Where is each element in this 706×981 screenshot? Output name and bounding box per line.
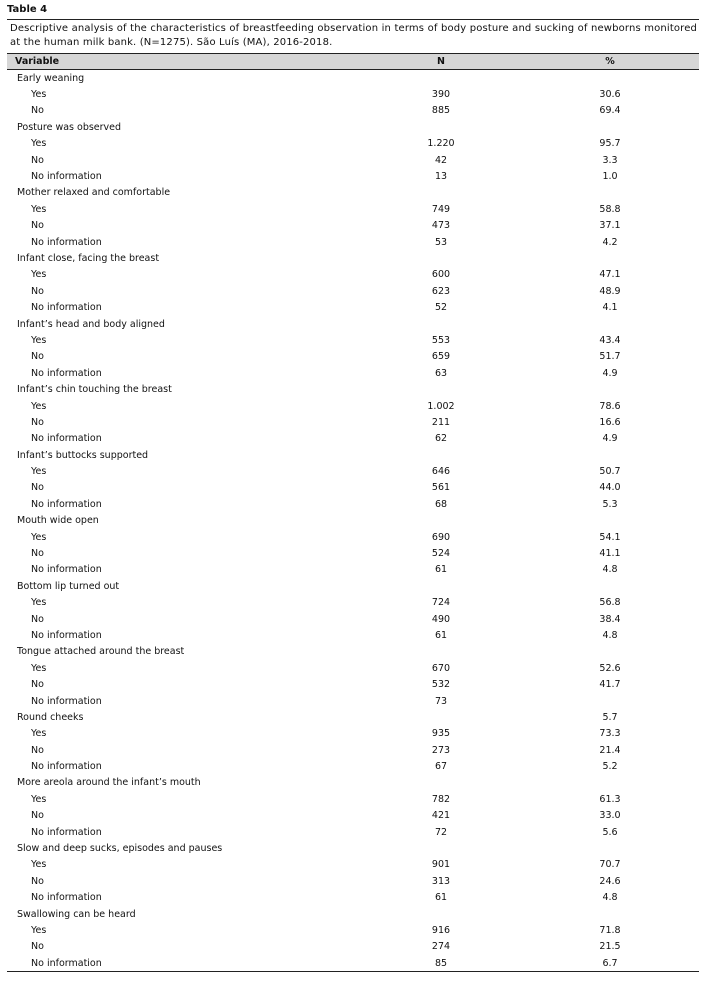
row-label: No information [31,302,102,314]
row-label: No [31,416,44,428]
table-row [7,529,699,545]
row-label: Yes [31,203,47,215]
table-row [7,873,699,889]
row-n: 62 [434,433,448,445]
group-percent-cell [521,775,699,791]
row-n: 67 [434,761,448,773]
group-percent-cell [521,119,699,135]
row-label: No information [31,171,102,183]
row-n: 532 [431,679,451,691]
group-label: Infant’s chin touching the breast [17,384,172,396]
row-percent: 30.6 [599,89,621,101]
header-percent: % [521,54,699,70]
row-percent: 3.3 [602,154,618,166]
group-row [7,381,699,397]
table-row [7,414,699,430]
row-n: 749 [431,203,451,215]
row-percent: 4.8 [602,892,618,904]
group-row [7,840,699,856]
table-row [7,480,699,496]
group-percent-cell [521,906,699,922]
table-row [7,562,699,578]
row-n: 916 [431,925,451,936]
group-n-cell [361,644,521,660]
row-n: 421 [431,810,451,822]
row-percent: 44.0 [599,482,621,494]
row-label: No information [31,629,102,641]
table-row [7,283,699,299]
header-row [7,54,699,70]
row-percent: 1.0 [602,171,618,183]
row-label: Yes [31,793,47,805]
row-n: 42 [434,154,448,166]
group-n-cell [361,250,521,266]
row-percent: 4.8 [602,629,618,641]
row-percent: 4.2 [602,236,618,248]
group-row [7,119,699,135]
group-n-cell [361,447,521,463]
row-percent: 71.8 [599,925,621,936]
table-label: Table 4 [7,4,48,15]
row-percent: 21.4 [599,744,621,756]
row-label: No information [31,498,102,510]
group-percent-cell [521,316,699,332]
row-percent: 4.1 [602,302,618,314]
row-label: No [31,285,44,297]
row-percent: 6.7 [521,955,699,972]
group-percent-cell: 5.7 [602,711,618,723]
row-label: No [31,810,44,822]
group-label: Slow and deep sucks, episodes and pauses [17,843,223,855]
row-label: Yes [31,597,47,609]
row-label: Yes [31,531,47,543]
group-percent-cell [521,513,699,529]
row-label: No information [31,564,102,576]
group-label: Tongue attached around the breast [17,646,185,658]
table-row [7,595,699,611]
row-n: 85 [361,955,521,972]
row-n: 313 [431,875,451,887]
table-body [7,70,699,972]
row-n: 72 [434,826,448,838]
group-label: Infant close, facing the breast [17,252,160,264]
group-row [7,578,699,594]
group-n-cell [361,513,521,529]
row-label: Yes [31,269,47,281]
row-label: No [31,744,44,756]
row-percent: 58.8 [599,203,621,215]
table-row [7,726,699,742]
row-percent: 47.1 [599,269,621,281]
group-n-cell [361,70,521,87]
row-n: 670 [431,662,451,674]
row-percent: 4.8 [602,564,618,576]
row-percent: 4.9 [602,367,618,379]
table-row [7,431,699,447]
table-row [7,660,699,676]
table-row [7,299,699,315]
row-n: 73 [434,695,448,707]
table-row [7,168,699,184]
group-n-cell [361,119,521,135]
row-n: 623 [431,285,451,297]
group-percent-cell [521,381,699,397]
row-percent: 5.3 [602,498,618,510]
row-percent: 33.0 [599,810,621,822]
data-table [7,53,699,972]
table-row [7,201,699,217]
row-n: 901 [431,859,451,871]
table-row [7,365,699,381]
group-percent-cell [521,250,699,266]
group-n-cell [361,775,521,791]
row-percent: 50.7 [599,466,621,478]
row-percent: 38.4 [599,613,621,625]
group-row [7,250,699,266]
group-n-cell [361,709,521,725]
row-label: No information [31,367,102,379]
row-percent: 61.3 [599,793,621,805]
table-header [7,54,699,70]
table-row [7,332,699,348]
row-n: 659 [431,351,451,363]
table-caption-box [7,19,699,53]
row-label: No [31,220,44,232]
header-variable: Variable [7,54,361,70]
row-n: 724 [431,597,451,609]
table-row [7,496,699,512]
table-row [7,939,699,955]
row-label: No information [7,955,361,972]
group-percent-cell [521,644,699,660]
group-n-cell [361,316,521,332]
group-n-cell [361,840,521,856]
row-percent: 70.7 [599,859,621,871]
row-percent: 95.7 [599,138,621,150]
table-row [7,218,699,234]
group-row [7,644,699,660]
group-percent-cell [521,70,699,87]
row-label: No information [31,695,102,707]
group-label: Round cheeks [17,711,84,723]
group-label: Early weaning [17,72,85,84]
row-label: No [31,154,44,166]
row-n: 63 [434,367,448,379]
row-n: 935 [431,728,451,740]
group-row [7,513,699,529]
header-n: N [361,54,521,70]
row-percent: 54.1 [599,531,621,543]
row-label: Yes [31,400,47,412]
row-n: 273 [431,744,451,756]
row-label: No [31,613,44,625]
group-n-cell [361,906,521,922]
table-row [7,103,699,119]
row-label: Yes [31,925,47,936]
row-percent: 24.6 [599,875,621,887]
group-label: Infant’s buttocks supported [17,449,149,461]
group-n-cell [361,578,521,594]
row-percent: 51.7 [599,351,621,363]
row-n: 553 [431,334,451,346]
group-row [7,316,699,332]
row-label: No [31,679,44,691]
row-percent: 16.6 [599,416,621,428]
row-percent: 48.9 [599,285,621,297]
table-row [7,791,699,807]
group-label: Infant’s head and body aligned [17,318,165,330]
row-n: 646 [431,466,451,478]
row-percent: 37.1 [599,220,621,232]
group-row [7,447,699,463]
row-n: 1.002 [427,400,455,412]
row-label: No [31,548,44,560]
group-label: Bottom lip turned out [17,580,120,592]
table-row [7,86,699,102]
row-percent: 4.9 [602,433,618,445]
row-label: No information [31,433,102,445]
table-row [7,693,699,709]
row-n: 690 [431,531,451,543]
table-caption: Descriptive analysis of the characteristics of breastfeeding observation in terms of body posture and sucking of newborns monitored at the human milk bank. (N=1275). São Luís (MA), 2016-2018. [10,23,697,48]
row-n: 782 [431,793,451,805]
row-n: 390 [431,89,451,101]
table-row [7,824,699,840]
table-row [7,676,699,692]
table-row [7,808,699,824]
row-percent: 73.3 [599,728,621,740]
row-n: 52 [434,302,448,314]
row-n: 61 [434,629,448,641]
row-n: 561 [431,482,451,494]
row-percent: 56.8 [599,597,621,609]
row-n: 61 [434,564,448,576]
table-row [7,545,699,561]
group-label: More areola around the infant’s mouth [17,777,201,789]
row-n: 13 [434,171,448,183]
group-percent-cell [521,185,699,201]
row-percent: 5.2 [602,761,618,773]
group-percent-cell [521,840,699,856]
row-n: 600 [431,269,451,281]
row-label: No information [31,826,102,838]
table-row [7,627,699,643]
table-row [7,398,699,414]
row-label: No information [31,892,102,904]
row-percent: 43.4 [599,334,621,346]
row-n: 490 [431,613,451,625]
row-label: Yes [31,466,47,478]
table-row [7,267,699,283]
row-label: No [31,482,44,494]
table-row [7,758,699,774]
row-label: No [31,105,44,117]
group-row [7,709,699,725]
row-percent: 52.6 [599,662,621,674]
row-n: 68 [434,498,448,510]
table-row [7,234,699,250]
row-n: 885 [431,105,451,117]
row-label: No [31,351,44,363]
group-percent-cell [521,447,699,463]
row-percent: 5.6 [602,826,618,838]
row-n: 1.220 [427,138,455,150]
row-label: No [31,941,44,953]
table-row [7,955,699,972]
row-percent: 41.7 [599,679,621,691]
group-row [7,775,699,791]
group-row [7,185,699,201]
row-percent: 41.1 [599,548,621,560]
row-label: Yes [31,89,47,101]
row-percent: 69.4 [599,105,621,117]
row-label: Yes [31,662,47,674]
row-label: Yes [31,859,47,871]
row-n: 524 [431,548,451,560]
row-label: Yes [31,138,47,150]
table-row [7,463,699,479]
group-row [7,70,699,87]
row-percent: 78.6 [599,400,621,412]
group-row [7,906,699,922]
row-label: No information [31,761,102,773]
table-row [7,890,699,906]
row-percent: 21.5 [599,941,621,953]
group-label: Mother relaxed and comfortable [17,187,171,199]
row-label: Yes [31,728,47,740]
table-row [7,611,699,627]
group-label: Swallowing can be heard [17,908,136,920]
row-n: 61 [434,892,448,904]
table-row [7,152,699,168]
group-n-cell [361,381,521,397]
table-row [7,922,699,938]
row-label: No information [31,236,102,248]
group-percent-cell [521,578,699,594]
row-n: 53 [434,236,448,248]
row-n: 211 [431,416,451,428]
row-percent [521,693,699,709]
table-row [7,349,699,365]
row-label: Yes [31,334,47,346]
group-n-cell [361,185,521,201]
row-n: 473 [431,220,451,232]
row-n: 274 [431,941,451,953]
table-row [7,857,699,873]
group-label: Posture was observed [17,121,122,133]
table-row [7,742,699,758]
row-label: No [31,875,44,887]
table-row [7,136,699,152]
group-label: Mouth wide open [17,515,99,527]
